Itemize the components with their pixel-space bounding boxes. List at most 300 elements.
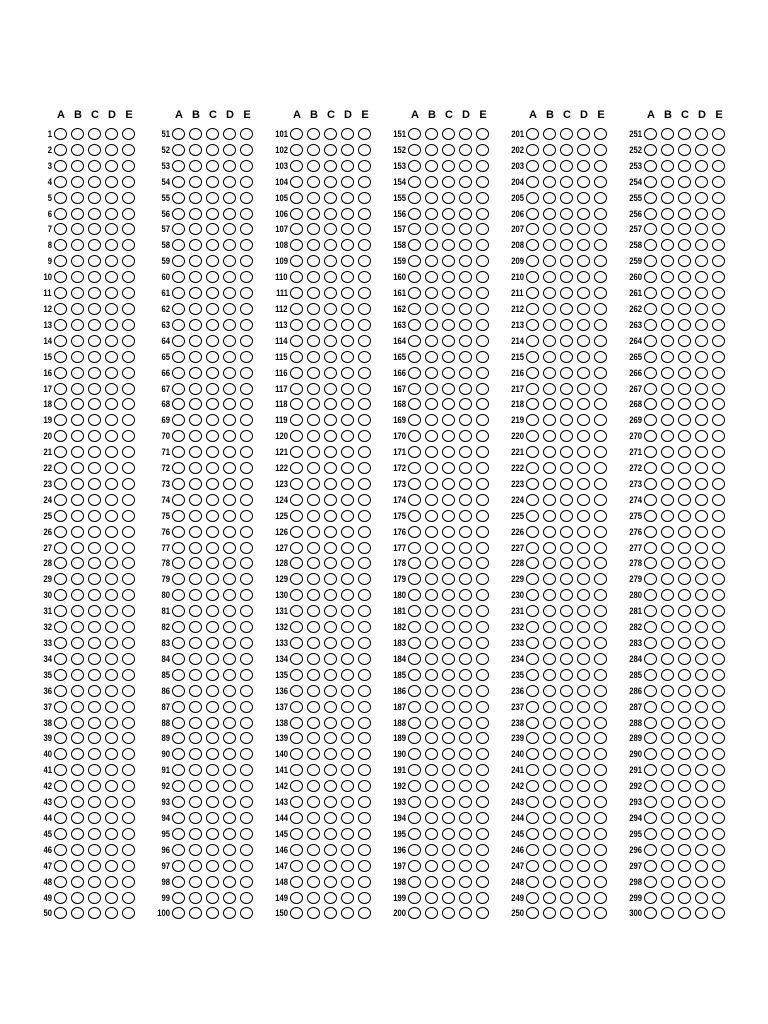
answer-bubble-d[interactable] xyxy=(459,367,472,379)
answer-bubble-b[interactable] xyxy=(189,494,202,506)
answer-bubble-e[interactable] xyxy=(122,701,135,713)
answer-bubble-e[interactable] xyxy=(122,239,135,251)
answer-bubble-e[interactable] xyxy=(476,335,489,347)
answer-bubble-e[interactable] xyxy=(594,653,607,665)
answer-bubble-e[interactable] xyxy=(240,669,253,681)
answer-bubble-b[interactable] xyxy=(661,446,674,458)
answer-bubble-d[interactable] xyxy=(695,526,708,538)
answer-bubble-a[interactable] xyxy=(290,351,303,363)
answer-bubble-e[interactable] xyxy=(594,764,607,776)
answer-bubble-b[interactable] xyxy=(189,605,202,617)
answer-bubble-e[interactable] xyxy=(476,398,489,410)
answer-bubble-b[interactable] xyxy=(307,669,320,681)
answer-bubble-a[interactable] xyxy=(54,239,67,251)
answer-bubble-b[interactable] xyxy=(425,510,438,522)
answer-bubble-b[interactable] xyxy=(71,542,84,554)
answer-bubble-a[interactable] xyxy=(644,351,657,363)
answer-bubble-c[interactable] xyxy=(88,462,101,474)
answer-bubble-c[interactable] xyxy=(560,685,573,697)
answer-bubble-e[interactable] xyxy=(122,430,135,442)
answer-bubble-d[interactable] xyxy=(695,446,708,458)
answer-bubble-d[interactable] xyxy=(223,446,236,458)
answer-bubble-c[interactable] xyxy=(678,637,691,649)
answer-bubble-b[interactable] xyxy=(71,653,84,665)
answer-bubble-d[interactable] xyxy=(695,398,708,410)
answer-bubble-a[interactable] xyxy=(172,621,185,633)
answer-bubble-e[interactable] xyxy=(358,367,371,379)
answer-bubble-a[interactable] xyxy=(54,717,67,729)
answer-bubble-a[interactable] xyxy=(172,764,185,776)
answer-bubble-d[interactable] xyxy=(695,430,708,442)
answer-bubble-b[interactable] xyxy=(71,494,84,506)
answer-bubble-e[interactable] xyxy=(476,653,489,665)
answer-bubble-d[interactable] xyxy=(105,255,118,267)
answer-bubble-e[interactable] xyxy=(712,892,725,904)
answer-bubble-b[interactable] xyxy=(543,462,556,474)
answer-bubble-a[interactable] xyxy=(172,176,185,188)
answer-bubble-c[interactable] xyxy=(88,223,101,235)
answer-bubble-b[interactable] xyxy=(661,303,674,315)
answer-bubble-a[interactable] xyxy=(644,128,657,140)
answer-bubble-a[interactable] xyxy=(172,637,185,649)
answer-bubble-e[interactable] xyxy=(240,653,253,665)
answer-bubble-b[interactable] xyxy=(71,478,84,490)
answer-bubble-b[interactable] xyxy=(71,351,84,363)
answer-bubble-d[interactable] xyxy=(459,335,472,347)
answer-bubble-d[interactable] xyxy=(341,494,354,506)
answer-bubble-a[interactable] xyxy=(526,764,539,776)
answer-bubble-d[interactable] xyxy=(577,573,590,585)
answer-bubble-e[interactable] xyxy=(240,732,253,744)
answer-bubble-b[interactable] xyxy=(543,796,556,808)
answer-bubble-b[interactable] xyxy=(543,160,556,172)
answer-bubble-b[interactable] xyxy=(661,223,674,235)
answer-bubble-d[interactable] xyxy=(459,494,472,506)
answer-bubble-e[interactable] xyxy=(594,144,607,156)
answer-bubble-b[interactable] xyxy=(307,510,320,522)
answer-bubble-a[interactable] xyxy=(290,287,303,299)
answer-bubble-b[interactable] xyxy=(425,160,438,172)
answer-bubble-c[interactable] xyxy=(678,414,691,426)
answer-bubble-b[interactable] xyxy=(661,748,674,760)
answer-bubble-c[interactable] xyxy=(560,398,573,410)
answer-bubble-e[interactable] xyxy=(358,239,371,251)
answer-bubble-b[interactable] xyxy=(189,303,202,315)
answer-bubble-b[interactable] xyxy=(307,255,320,267)
answer-bubble-a[interactable] xyxy=(644,335,657,347)
answer-bubble-c[interactable] xyxy=(324,478,337,490)
answer-bubble-b[interactable] xyxy=(189,860,202,872)
answer-bubble-b[interactable] xyxy=(425,796,438,808)
answer-bubble-a[interactable] xyxy=(526,287,539,299)
answer-bubble-a[interactable] xyxy=(172,303,185,315)
answer-bubble-d[interactable] xyxy=(105,526,118,538)
answer-bubble-b[interactable] xyxy=(661,462,674,474)
answer-bubble-c[interactable] xyxy=(442,542,455,554)
answer-bubble-a[interactable] xyxy=(644,446,657,458)
answer-bubble-a[interactable] xyxy=(408,844,421,856)
answer-bubble-e[interactable] xyxy=(712,192,725,204)
answer-bubble-e[interactable] xyxy=(240,208,253,220)
answer-bubble-a[interactable] xyxy=(54,430,67,442)
answer-bubble-e[interactable] xyxy=(476,271,489,283)
answer-bubble-b[interactable] xyxy=(425,876,438,888)
answer-bubble-b[interactable] xyxy=(543,637,556,649)
answer-bubble-b[interactable] xyxy=(661,208,674,220)
answer-bubble-d[interactable] xyxy=(459,557,472,569)
answer-bubble-c[interactable] xyxy=(560,223,573,235)
answer-bubble-c[interactable] xyxy=(324,907,337,919)
answer-bubble-a[interactable] xyxy=(644,701,657,713)
answer-bubble-c[interactable] xyxy=(560,701,573,713)
answer-bubble-d[interactable] xyxy=(341,398,354,410)
answer-bubble-b[interactable] xyxy=(661,160,674,172)
answer-bubble-c[interactable] xyxy=(324,844,337,856)
answer-bubble-c[interactable] xyxy=(442,685,455,697)
answer-bubble-b[interactable] xyxy=(661,764,674,776)
answer-bubble-b[interactable] xyxy=(189,542,202,554)
answer-bubble-d[interactable] xyxy=(105,176,118,188)
answer-bubble-e[interactable] xyxy=(358,573,371,585)
answer-bubble-a[interactable] xyxy=(408,208,421,220)
answer-bubble-c[interactable] xyxy=(678,748,691,760)
answer-bubble-b[interactable] xyxy=(543,780,556,792)
answer-bubble-c[interactable] xyxy=(560,287,573,299)
answer-bubble-d[interactable] xyxy=(105,748,118,760)
answer-bubble-b[interactable] xyxy=(307,367,320,379)
answer-bubble-a[interactable] xyxy=(290,462,303,474)
answer-bubble-a[interactable] xyxy=(172,542,185,554)
answer-bubble-a[interactable] xyxy=(408,907,421,919)
answer-bubble-a[interactable] xyxy=(526,398,539,410)
answer-bubble-d[interactable] xyxy=(695,653,708,665)
answer-bubble-d[interactable] xyxy=(577,685,590,697)
answer-bubble-c[interactable] xyxy=(442,669,455,681)
answer-bubble-a[interactable] xyxy=(526,494,539,506)
answer-bubble-a[interactable] xyxy=(290,764,303,776)
answer-bubble-c[interactable] xyxy=(324,383,337,395)
answer-bubble-b[interactable] xyxy=(425,844,438,856)
answer-bubble-d[interactable] xyxy=(105,844,118,856)
answer-bubble-a[interactable] xyxy=(290,796,303,808)
answer-bubble-c[interactable] xyxy=(560,128,573,140)
answer-bubble-a[interactable] xyxy=(172,446,185,458)
answer-bubble-e[interactable] xyxy=(594,621,607,633)
answer-bubble-e[interactable] xyxy=(712,542,725,554)
answer-bubble-e[interactable] xyxy=(594,478,607,490)
answer-bubble-d[interactable] xyxy=(341,780,354,792)
answer-bubble-b[interactable] xyxy=(71,621,84,633)
answer-bubble-b[interactable] xyxy=(543,510,556,522)
answer-bubble-b[interactable] xyxy=(425,239,438,251)
answer-bubble-c[interactable] xyxy=(324,144,337,156)
answer-bubble-e[interactable] xyxy=(358,192,371,204)
answer-bubble-b[interactable] xyxy=(71,701,84,713)
answer-bubble-d[interactable] xyxy=(223,669,236,681)
answer-bubble-c[interactable] xyxy=(324,192,337,204)
answer-bubble-b[interactable] xyxy=(307,144,320,156)
answer-bubble-d[interactable] xyxy=(577,605,590,617)
answer-bubble-e[interactable] xyxy=(240,367,253,379)
answer-bubble-d[interactable] xyxy=(105,303,118,315)
answer-bubble-c[interactable] xyxy=(442,717,455,729)
answer-bubble-c[interactable] xyxy=(560,144,573,156)
answer-bubble-c[interactable] xyxy=(560,160,573,172)
answer-bubble-d[interactable] xyxy=(577,812,590,824)
answer-bubble-c[interactable] xyxy=(324,208,337,220)
answer-bubble-d[interactable] xyxy=(341,446,354,458)
answer-bubble-b[interactable] xyxy=(425,907,438,919)
answer-bubble-b[interactable] xyxy=(71,573,84,585)
answer-bubble-b[interactable] xyxy=(425,557,438,569)
answer-bubble-e[interactable] xyxy=(122,526,135,538)
answer-bubble-d[interactable] xyxy=(459,589,472,601)
answer-bubble-b[interactable] xyxy=(307,176,320,188)
answer-bubble-b[interactable] xyxy=(425,621,438,633)
answer-bubble-b[interactable] xyxy=(189,796,202,808)
answer-bubble-e[interactable] xyxy=(712,239,725,251)
answer-bubble-d[interactable] xyxy=(105,876,118,888)
answer-bubble-b[interactable] xyxy=(71,685,84,697)
answer-bubble-a[interactable] xyxy=(54,223,67,235)
answer-bubble-d[interactable] xyxy=(341,271,354,283)
answer-bubble-e[interactable] xyxy=(476,303,489,315)
answer-bubble-c[interactable] xyxy=(678,796,691,808)
answer-bubble-c[interactable] xyxy=(206,669,219,681)
answer-bubble-e[interactable] xyxy=(240,128,253,140)
answer-bubble-c[interactable] xyxy=(678,351,691,363)
answer-bubble-e[interactable] xyxy=(240,701,253,713)
answer-bubble-a[interactable] xyxy=(644,685,657,697)
answer-bubble-c[interactable] xyxy=(678,732,691,744)
answer-bubble-e[interactable] xyxy=(712,637,725,649)
answer-bubble-a[interactable] xyxy=(172,255,185,267)
answer-bubble-a[interactable] xyxy=(172,780,185,792)
answer-bubble-a[interactable] xyxy=(290,160,303,172)
answer-bubble-a[interactable] xyxy=(54,335,67,347)
answer-bubble-a[interactable] xyxy=(54,144,67,156)
answer-bubble-c[interactable] xyxy=(678,462,691,474)
answer-bubble-e[interactable] xyxy=(476,557,489,569)
answer-bubble-a[interactable] xyxy=(408,828,421,840)
answer-bubble-d[interactable] xyxy=(105,414,118,426)
answer-bubble-a[interactable] xyxy=(408,144,421,156)
answer-bubble-e[interactable] xyxy=(476,844,489,856)
answer-bubble-b[interactable] xyxy=(425,478,438,490)
answer-bubble-a[interactable] xyxy=(172,844,185,856)
answer-bubble-c[interactable] xyxy=(88,446,101,458)
answer-bubble-d[interactable] xyxy=(223,796,236,808)
answer-bubble-b[interactable] xyxy=(189,621,202,633)
answer-bubble-d[interactable] xyxy=(577,446,590,458)
answer-bubble-e[interactable] xyxy=(358,176,371,188)
answer-bubble-e[interactable] xyxy=(122,542,135,554)
answer-bubble-a[interactable] xyxy=(172,605,185,617)
answer-bubble-d[interactable] xyxy=(695,828,708,840)
answer-bubble-c[interactable] xyxy=(560,303,573,315)
answer-bubble-e[interactable] xyxy=(358,160,371,172)
answer-bubble-a[interactable] xyxy=(644,732,657,744)
answer-bubble-e[interactable] xyxy=(122,398,135,410)
answer-bubble-e[interactable] xyxy=(476,907,489,919)
answer-bubble-e[interactable] xyxy=(712,478,725,490)
answer-bubble-a[interactable] xyxy=(526,335,539,347)
answer-bubble-d[interactable] xyxy=(577,223,590,235)
answer-bubble-e[interactable] xyxy=(712,128,725,140)
answer-bubble-b[interactable] xyxy=(307,303,320,315)
answer-bubble-b[interactable] xyxy=(189,414,202,426)
answer-bubble-c[interactable] xyxy=(324,303,337,315)
answer-bubble-e[interactable] xyxy=(476,621,489,633)
answer-bubble-a[interactable] xyxy=(54,494,67,506)
answer-bubble-c[interactable] xyxy=(442,335,455,347)
answer-bubble-d[interactable] xyxy=(577,701,590,713)
answer-bubble-c[interactable] xyxy=(206,414,219,426)
answer-bubble-a[interactable] xyxy=(54,271,67,283)
answer-bubble-a[interactable] xyxy=(408,446,421,458)
answer-bubble-a[interactable] xyxy=(290,208,303,220)
answer-bubble-e[interactable] xyxy=(240,398,253,410)
answer-bubble-b[interactable] xyxy=(307,892,320,904)
answer-bubble-d[interactable] xyxy=(223,892,236,904)
answer-bubble-c[interactable] xyxy=(560,669,573,681)
answer-bubble-a[interactable] xyxy=(526,446,539,458)
answer-bubble-d[interactable] xyxy=(459,828,472,840)
answer-bubble-c[interactable] xyxy=(560,367,573,379)
answer-bubble-b[interactable] xyxy=(71,176,84,188)
answer-bubble-b[interactable] xyxy=(543,844,556,856)
answer-bubble-d[interactable] xyxy=(577,876,590,888)
answer-bubble-d[interactable] xyxy=(105,542,118,554)
answer-bubble-c[interactable] xyxy=(206,589,219,601)
answer-bubble-d[interactable] xyxy=(341,653,354,665)
answer-bubble-c[interactable] xyxy=(206,796,219,808)
answer-bubble-a[interactable] xyxy=(172,653,185,665)
answer-bubble-d[interactable] xyxy=(577,160,590,172)
answer-bubble-b[interactable] xyxy=(71,844,84,856)
answer-bubble-e[interactable] xyxy=(594,780,607,792)
answer-bubble-b[interactable] xyxy=(425,383,438,395)
answer-bubble-b[interactable] xyxy=(307,605,320,617)
answer-bubble-e[interactable] xyxy=(594,876,607,888)
answer-bubble-e[interactable] xyxy=(712,812,725,824)
answer-bubble-d[interactable] xyxy=(341,669,354,681)
answer-bubble-e[interactable] xyxy=(358,605,371,617)
answer-bubble-e[interactable] xyxy=(358,446,371,458)
answer-bubble-a[interactable] xyxy=(644,478,657,490)
answer-bubble-e[interactable] xyxy=(476,414,489,426)
answer-bubble-b[interactable] xyxy=(425,637,438,649)
answer-bubble-e[interactable] xyxy=(240,764,253,776)
answer-bubble-e[interactable] xyxy=(240,637,253,649)
answer-bubble-b[interactable] xyxy=(71,239,84,251)
answer-bubble-b[interactable] xyxy=(307,907,320,919)
answer-bubble-e[interactable] xyxy=(476,192,489,204)
answer-bubble-d[interactable] xyxy=(223,764,236,776)
answer-bubble-d[interactable] xyxy=(577,303,590,315)
answer-bubble-d[interactable] xyxy=(459,176,472,188)
answer-bubble-a[interactable] xyxy=(54,812,67,824)
answer-bubble-d[interactable] xyxy=(105,892,118,904)
answer-bubble-c[interactable] xyxy=(324,526,337,538)
answer-bubble-c[interactable] xyxy=(206,844,219,856)
answer-bubble-a[interactable] xyxy=(526,589,539,601)
answer-bubble-e[interactable] xyxy=(594,796,607,808)
answer-bubble-d[interactable] xyxy=(105,573,118,585)
answer-bubble-b[interactable] xyxy=(425,526,438,538)
answer-bubble-c[interactable] xyxy=(678,717,691,729)
answer-bubble-c[interactable] xyxy=(678,542,691,554)
answer-bubble-e[interactable] xyxy=(712,223,725,235)
answer-bubble-d[interactable] xyxy=(459,446,472,458)
answer-bubble-c[interactable] xyxy=(678,892,691,904)
answer-bubble-a[interactable] xyxy=(408,796,421,808)
answer-bubble-d[interactable] xyxy=(105,287,118,299)
answer-bubble-a[interactable] xyxy=(644,828,657,840)
answer-bubble-c[interactable] xyxy=(324,176,337,188)
answer-bubble-a[interactable] xyxy=(526,669,539,681)
answer-bubble-c[interactable] xyxy=(88,526,101,538)
answer-bubble-a[interactable] xyxy=(526,367,539,379)
answer-bubble-c[interactable] xyxy=(442,462,455,474)
answer-bubble-e[interactable] xyxy=(594,223,607,235)
answer-bubble-c[interactable] xyxy=(560,589,573,601)
answer-bubble-e[interactable] xyxy=(122,844,135,856)
answer-bubble-b[interactable] xyxy=(307,319,320,331)
answer-bubble-b[interactable] xyxy=(543,144,556,156)
answer-bubble-d[interactable] xyxy=(577,764,590,776)
answer-bubble-a[interactable] xyxy=(526,605,539,617)
answer-bubble-e[interactable] xyxy=(122,605,135,617)
answer-bubble-b[interactable] xyxy=(71,717,84,729)
answer-bubble-c[interactable] xyxy=(678,510,691,522)
answer-bubble-e[interactable] xyxy=(358,812,371,824)
answer-bubble-c[interactable] xyxy=(678,367,691,379)
answer-bubble-e[interactable] xyxy=(240,430,253,442)
answer-bubble-c[interactable] xyxy=(678,128,691,140)
answer-bubble-e[interactable] xyxy=(240,271,253,283)
answer-bubble-e[interactable] xyxy=(594,271,607,283)
answer-bubble-e[interactable] xyxy=(240,812,253,824)
answer-bubble-a[interactable] xyxy=(644,271,657,283)
answer-bubble-b[interactable] xyxy=(71,876,84,888)
answer-bubble-c[interactable] xyxy=(678,860,691,872)
answer-bubble-b[interactable] xyxy=(189,271,202,283)
answer-bubble-e[interactable] xyxy=(712,653,725,665)
answer-bubble-b[interactable] xyxy=(189,239,202,251)
answer-bubble-c[interactable] xyxy=(560,319,573,331)
answer-bubble-d[interactable] xyxy=(695,510,708,522)
answer-bubble-e[interactable] xyxy=(594,303,607,315)
answer-bubble-b[interactable] xyxy=(543,430,556,442)
answer-bubble-e[interactable] xyxy=(594,860,607,872)
answer-bubble-d[interactable] xyxy=(105,430,118,442)
answer-bubble-d[interactable] xyxy=(105,685,118,697)
answer-bubble-b[interactable] xyxy=(543,335,556,347)
answer-bubble-c[interactable] xyxy=(324,335,337,347)
answer-bubble-e[interactable] xyxy=(712,717,725,729)
answer-bubble-b[interactable] xyxy=(661,812,674,824)
answer-bubble-b[interactable] xyxy=(661,621,674,633)
answer-bubble-d[interactable] xyxy=(577,844,590,856)
answer-bubble-a[interactable] xyxy=(290,526,303,538)
answer-bubble-b[interactable] xyxy=(189,780,202,792)
answer-bubble-d[interactable] xyxy=(577,732,590,744)
answer-bubble-d[interactable] xyxy=(577,542,590,554)
answer-bubble-b[interactable] xyxy=(71,223,84,235)
answer-bubble-b[interactable] xyxy=(543,717,556,729)
answer-bubble-e[interactable] xyxy=(358,478,371,490)
